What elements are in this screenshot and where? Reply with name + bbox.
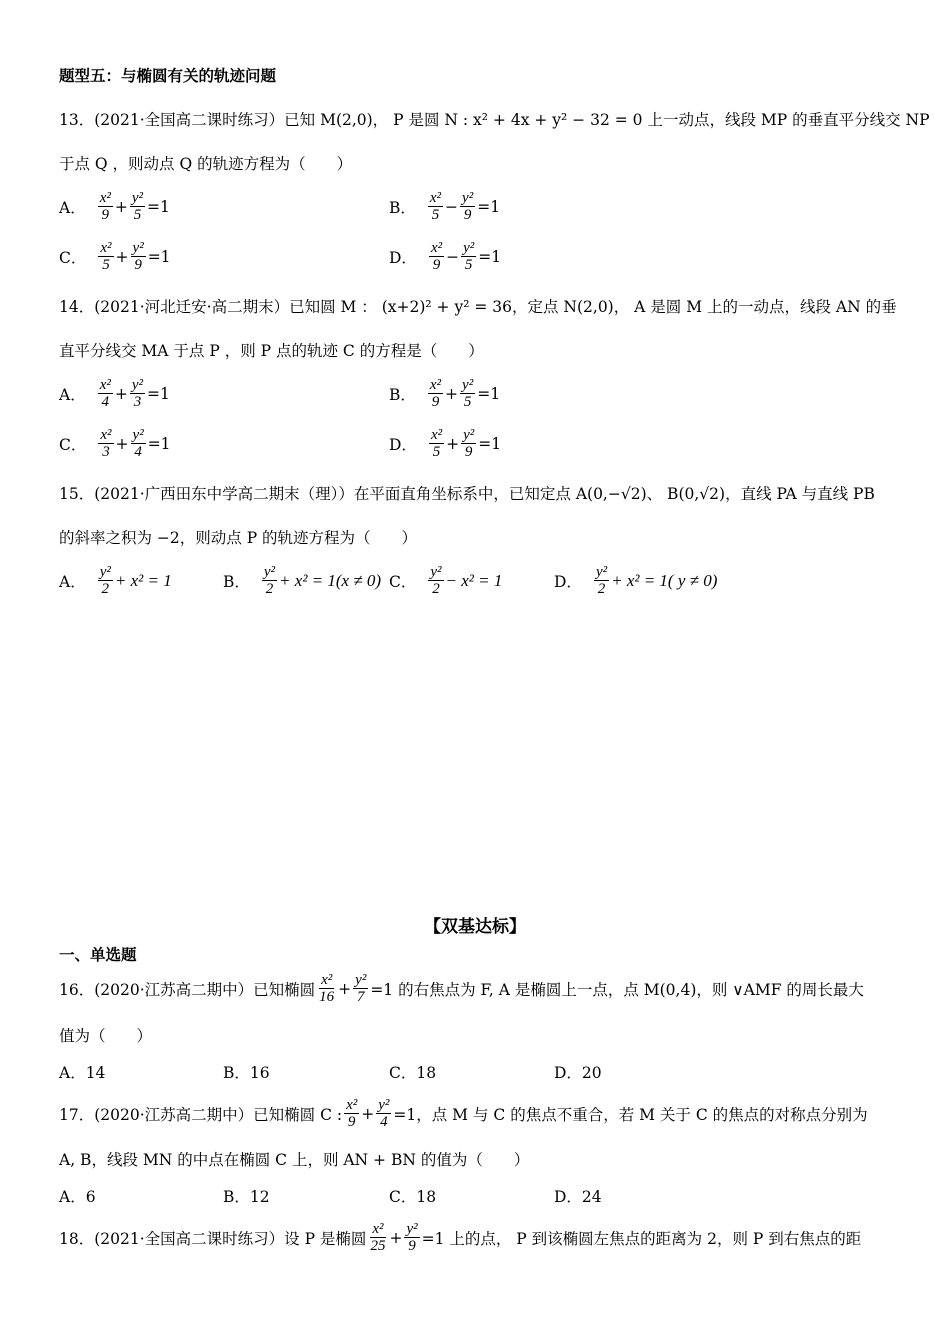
q16-option-b: B．16 xyxy=(223,1064,270,1082)
q14-option-c: C． $\frac{\text{x²}}{3}$ + $\frac{\text{y²}}{4}$ =1 xyxy=(59,427,171,460)
q14-option-d: D． $\frac{\text{x²}}{5}$ + $\frac{\text{y²}}{9}$ =1 xyxy=(389,427,502,460)
q15-option-b: B． $\frac{\text{y²}}{2}$ + x² = 1(x ≠ 0) xyxy=(223,564,382,597)
question-15-line2: 的斜率之积为 −2，则动点 P 的轨迹方程为（ ） xyxy=(59,529,418,547)
q17-option-d: D．24 xyxy=(554,1188,602,1206)
q15-option-a: A． $\frac{\text{y²}}{2}$ + x² = 1 xyxy=(59,564,172,597)
q15-option-c: C． $\frac{\text{y²}}{2}$ − x² = 1 xyxy=(389,564,503,597)
question-16-line2: 值为（ ） xyxy=(59,1027,153,1045)
q17-option-c: C．18 xyxy=(389,1188,437,1206)
subsection-heading: 一、单选题 xyxy=(59,946,137,964)
q16-option-c: C．18 xyxy=(389,1064,437,1082)
q13-option-c: C． $\frac{\text{x²}}{5}$ + $\frac{\text{y²}}{9}$ =1 xyxy=(59,240,171,273)
question-13-line2: 于点 Q ，则动点 Q 的轨迹方程为（ ） xyxy=(59,155,353,173)
question-16-line1: 16．(2020·江苏高二期中）已知椭圆 $\frac{\text{x²}}{16}$ + $\frac{\text{y²}}{7}$ =1 的右焦点为 F, A 是椭圆上一点，点 M(0,4)，则 ∨AMF 的周长最大 xyxy=(59,972,864,1005)
question-17-line1: 17．(2020·江苏高二期中）已知椭圆 C : $\frac{\text{x²}}{9}$ + $\frac{\text{y²}}{4}$ =1，点 M 与 C 的焦点不重合，若 M 关于 C 的焦点的对称点分别为 xyxy=(59,1097,868,1130)
q13-option-a: A． $\frac{\text{x²}}{9}$ + $\frac{\text{y²}}{5}$ =1 xyxy=(59,190,170,223)
q14-option-a: A． $\frac{\text{x²}}{4}$ + $\frac{\text{y²}}{3}$ =1 xyxy=(59,377,170,410)
fraction: $\frac{\text{x²}}{9}$ xyxy=(99,190,111,223)
question-14-line1: 14．(2021·河北迁安·高二期末）已知圆 M ： (x+2)² + y² = 36，定点 N(2,0)， A 是圆 M 上的一动点，线段 AN 的垂 xyxy=(59,298,897,316)
question-14-line2: 直平分线交 MA 于点 P ，则 P 点的轨迹 C 的方程是（ ） xyxy=(59,342,484,360)
section-heading: 【双基达标】 xyxy=(424,917,526,937)
q15-option-d: D． $\frac{\text{y²}}{2}$ + x² = 1( y ≠ 0) xyxy=(554,564,718,597)
q13-option-d: D． $\frac{\text{x²}}{9}$ − $\frac{\text{y²}}{5}$ =1 xyxy=(389,240,502,273)
q14-option-b: B． $\frac{\text{x²}}{9}$ + $\frac{\text{y²}}{5}$ =1 xyxy=(389,377,501,410)
q16-option-d: D．20 xyxy=(554,1064,602,1082)
question-17-line2: A, B，线段 MN 的中点在椭圆 C 上，则 AN + BN 的值为（ ） xyxy=(59,1151,530,1169)
q17-option-b: B．12 xyxy=(223,1188,270,1206)
q13-option-b: B． $\frac{\text{x²}}{5}$ − $\frac{\text{y²}}{9}$ =1 xyxy=(389,190,501,223)
section-title: 题型五：与椭圆有关的轨迹问题 xyxy=(59,67,277,85)
q17-option-a: A．6 xyxy=(59,1188,96,1206)
question-18-line1: 18．(2021·全国高二课时练习）设 P 是椭圆 $\frac{\text{x²}}{25}$ + $\frac{\text{y²}}{9}$ =1 上的点， P 到该椭圆左焦点的距离为 2，则 P 到右焦点的距 xyxy=(59,1221,862,1254)
question-13-line1: 13．(2021·全国高二课时练习）已知 M(2,0)， P 是圆 N : x² + 4x + y² − 32 = 0 上一动点，线段 MP 的垂直平分线交 NP xyxy=(59,111,930,129)
question-15-line1: 15．(2021·广西田东中学高二期末（理））在平面直角坐标系中，已知定点 A(0,−√2)、 B(0,√2)，直线 PA 与直线 PB xyxy=(59,485,875,503)
fraction: $\frac{\text{y²}}{5}$ xyxy=(131,190,144,223)
q16-option-a: A．14 xyxy=(59,1064,106,1082)
